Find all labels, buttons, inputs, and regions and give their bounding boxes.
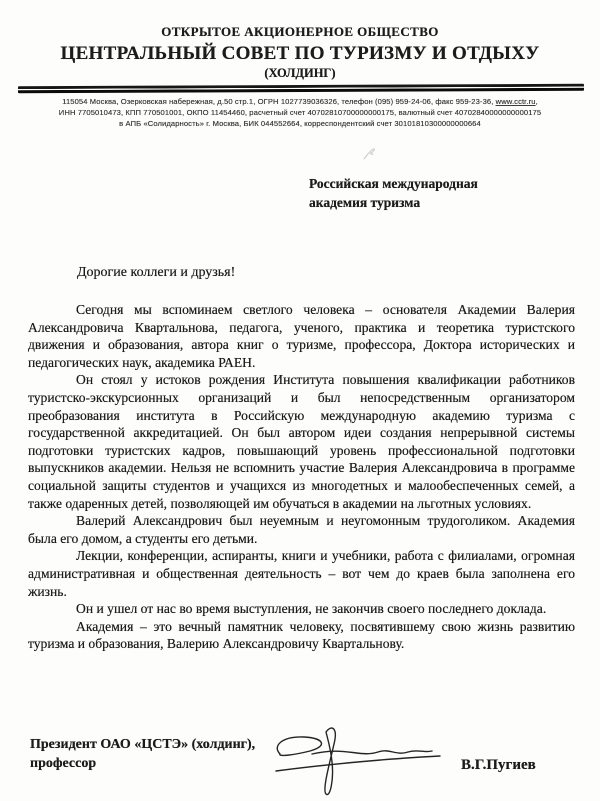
org-type-line: ОТКРЫТОЕ АКЦИОНЕРНОЕ ОБЩЕСТВО: [161, 24, 439, 39]
signer-title-line-1: Президент ОАО «ЦСТЭ» (холдинг),: [30, 737, 256, 752]
handwritten-mark-icon: [360, 146, 378, 162]
handwritten-mark: [360, 146, 378, 167]
signer-name: В.Г.Пугиев: [461, 757, 536, 773]
recipient-block: [309, 175, 478, 212]
signer-title: [30, 735, 255, 773]
org-name-line: ЦЕНТРАЛЬНЫЙ СОВЕТ ПО ТУРИЗМУ И ОТДЫХУ: [60, 43, 540, 64]
requisites-block: [10, 97, 590, 129]
requisites-line-2: ИНН 7705010473, КПП 770501001, ОКПО 11454460, расчетный счет 40702810700000000175, валютный счет 40702840000000000175: [58, 107, 542, 117]
letterhead: [0, 24, 600, 81]
paragraph-3: Валерий Александрович был неуемным и неугомонным трудоголиком. Академия была его домом, а студенты его детьми.: [28, 513, 575, 546]
website-link[interactable]: www.cctr.ru: [495, 97, 536, 106]
signature-icon: [268, 724, 468, 801]
recipient-line-1: Российская международная: [309, 176, 478, 191]
letterhead-divider-rule: [18, 84, 584, 93]
paragraph-1: Сегодня мы вспоминаем светлого человека – основателя Академии Валерия Александровича Квартальнова, педагога, ученого, практика и теоретика туристского движения и образования, автора книг о туризме, профессора, Доктора исторических и педагогических наук, академика РАЕН.: [28, 302, 575, 370]
paragraph-6: Академия – это вечный памятник человеку, посвятившему свою жизнь развитию туризма и образования, Валерию Александровичу Квартальнову.: [28, 618, 575, 652]
letter-body: [28, 301, 575, 653]
handwritten-signature: [268, 724, 468, 801]
signer-title-line-2: профессор: [30, 756, 97, 771]
paragraph-4: Лекции, конференции, аспиранты, книги и учебники, работа с филиалами, огромная административная и общественная деятельность – вот чем до краев была заполнена его жизнь.: [28, 548, 575, 599]
requisites-line-1: [10, 97, 590, 108]
paragraph-5: Он и ушел от нас во время выступления, не закончив своего последнего доклада.: [76, 601, 547, 617]
paragraph-2: Он стоял у истоков рождения Института повышения квалификации работников туристско-экскурсионных организаций и был непосредственным организатором преобразования института в Российскую международную академию туризма с государственной аккредитацией. Он был автором идеи создания непрерывной системы подготовки туристских кадров, повышающий уровень профессиональной подготовки выпускников академии. Нельзя не вспомнить участие Валерия Александровича в программе социальной защиты студентов и учащихся из многодетных и малообеспеченных семей, а также одаренных детей, позволяющей им обучаться в академии на льготных условиях.: [28, 372, 575, 511]
requisites-line-3: в АПБ «Солидарность» г. Москва, БИК 044552664, корреспондентский счет 30101810300000000664: [119, 118, 481, 128]
recipient-line-2: академия туризма: [309, 194, 421, 210]
address-text: 115054 Москва, Озерковская набережная, д.50 стр.1, ОГРН 1027739036326, телефон (095) 959-24-06, факс 959-23-36,: [62, 97, 496, 106]
address-text-tail: ,: [535, 97, 538, 106]
org-suffix-line: (ХОЛДИНГ): [264, 66, 336, 80]
salutation: Дорогие коллеги и друзья!: [77, 265, 236, 280]
